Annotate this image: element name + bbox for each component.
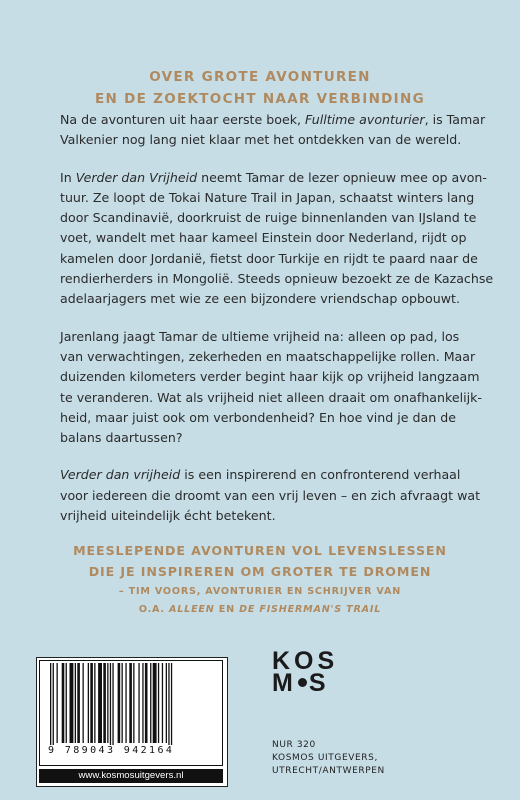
text-run: , is Tamar bbox=[424, 112, 486, 127]
barcode-bar bbox=[107, 663, 108, 743]
barcode-bar bbox=[77, 663, 80, 743]
barcode-bar bbox=[145, 663, 148, 743]
barcode-bar bbox=[66, 663, 67, 743]
blurb-line: voor iedereen die droomt van een vrij leven – en zich afvraagt wat bbox=[60, 487, 481, 503]
barcode-frame bbox=[39, 660, 223, 766]
book-title-italic: Verder dan Vrijheid bbox=[75, 169, 198, 185]
barcode-bar bbox=[133, 663, 134, 743]
barcode-bar bbox=[150, 663, 151, 743]
barcode-bar bbox=[75, 663, 76, 743]
blurb bbox=[60, 110, 494, 543]
blurb-line: adelaarjagers met wie ze een bijzondere vriendschap opbouwt. bbox=[60, 291, 460, 307]
quote-line-2: DIE JE INSPIREREN OM GROTER TE DROMEN bbox=[88, 564, 432, 579]
barcode-bar bbox=[88, 663, 89, 743]
publisher-name: KOSMOS UITGEVERS, bbox=[272, 753, 378, 763]
logo-row-2 bbox=[272, 669, 338, 697]
text-run: O.A. bbox=[138, 604, 170, 615]
blurb-line bbox=[60, 110, 486, 130]
quote-attribution-line-2 bbox=[0, 602, 520, 618]
blurb-line: Jarenlang jaagt Tamar de ultieme vrijheid na: alleen op pad, los bbox=[60, 328, 460, 344]
book-title-italic: Fulltime avonturier bbox=[305, 112, 425, 127]
barcode-icon bbox=[44, 663, 220, 749]
logo-letter: M bbox=[272, 669, 297, 697]
blurb-line: heid, maar juist ook om verbondenheid? En hoe vind je dan de bbox=[60, 409, 456, 425]
logo-letter: S bbox=[308, 669, 330, 697]
logo-dot-icon bbox=[298, 678, 307, 687]
nur-code: NUR 320 bbox=[272, 740, 316, 750]
barcode-bar bbox=[138, 663, 139, 743]
blurb-line: door Scandinavië, doorkruist de ruige binnenlanden van IJsland te bbox=[60, 210, 477, 226]
barcode-bar bbox=[57, 663, 58, 743]
barcode-bar bbox=[171, 663, 172, 749]
barcode-bar bbox=[70, 663, 74, 743]
blurb-line bbox=[60, 168, 487, 188]
barcode-bar bbox=[50, 663, 51, 749]
quote-line-1: MEESLEPENDE AVONTUREN VOL LEVENSLESSEN bbox=[73, 543, 447, 558]
blurb-paragraph-2 bbox=[60, 168, 494, 310]
barcode-bar bbox=[168, 663, 169, 749]
heading-line-1: OVER GROTE AVONTUREN bbox=[149, 69, 371, 85]
blurb-line: rendierherders in Mongolië. Steeds opnieuw bezoekt ze de Kazachse bbox=[60, 271, 494, 287]
book-title-italic: DE FISHERMAN'S TRAIL bbox=[239, 604, 382, 615]
book-title-italic: Verder dan vrijheid bbox=[60, 467, 181, 483]
blurb-line bbox=[60, 465, 472, 485]
barcode-bar bbox=[162, 663, 163, 743]
barcode-bar bbox=[118, 663, 121, 743]
barcode-bar bbox=[112, 663, 113, 749]
barcode-bar bbox=[62, 663, 65, 743]
back-cover-heading bbox=[0, 66, 520, 110]
publisher-city: UTRECHT/ANTWERPEN bbox=[272, 766, 385, 776]
barcode-bar bbox=[83, 663, 84, 743]
text-run: neemt Tamar de lezer opnieuw mee op avon- bbox=[197, 169, 487, 185]
blurb-paragraph-1 bbox=[60, 110, 486, 151]
barcode-bar bbox=[153, 663, 157, 743]
blurb-line: duizenden kilometers verder begint haar kijk op vrijheid langzaam bbox=[60, 369, 480, 385]
blurb-line: vrijheid uiteindelijk écht betekent. bbox=[60, 508, 276, 524]
blurb-line: van verwachtingen, zekerheden en maatschappelijke rollen. Maar bbox=[60, 348, 476, 364]
barcode-bar bbox=[166, 663, 167, 743]
blurb-line: balans daartussen? bbox=[60, 430, 183, 446]
blurb-line: te veranderen. Wat als vrijheid niet alleen draait om onafhankelijk- bbox=[60, 389, 482, 405]
isbn-number: 9 789043 942164 bbox=[48, 745, 175, 756]
barcode-bar bbox=[142, 663, 143, 743]
publisher-url: www.kosmosuitgevers.nl bbox=[39, 769, 223, 783]
blurb-line: Valkenier nog lang niet klaar met het ontdekken van de wereld. bbox=[60, 132, 462, 148]
barcode-bar bbox=[158, 663, 159, 743]
text-run: Na de avonturen uit haar eerste boek, bbox=[60, 112, 305, 127]
text-run: In bbox=[60, 169, 76, 185]
quote-attribution-line-1: – TIM VOORS, AVONTURIER EN SCHRIJVER VAN bbox=[118, 586, 402, 597]
barcode-bar bbox=[53, 663, 54, 749]
barcode-bar bbox=[122, 663, 123, 743]
barcode-bar bbox=[125, 663, 126, 743]
text-run: is een inspirerend en confronterend verhaal bbox=[180, 467, 461, 483]
book-title-italic: ALLEEN bbox=[169, 604, 215, 615]
kosmos-logo bbox=[272, 647, 339, 697]
heading-line-2: EN DE ZOEKTOCHT NAAR VERBINDING bbox=[95, 91, 425, 107]
endorsement-quote bbox=[0, 540, 520, 618]
blurb-line: voet, wandelt met haar kameel Einstein door Nederland, rijdt op bbox=[60, 230, 467, 246]
text-run: EN bbox=[214, 604, 240, 615]
barcode-bar bbox=[129, 663, 132, 743]
blurb-line: kamelen door Jordanië, fietst door Turkije en rijdt te paard naar de bbox=[60, 250, 478, 266]
barcode-bar bbox=[110, 663, 111, 749]
blurb-line: tuur. Ze loopt de Tokai Nature Trail in Japan, schaatst winters lang bbox=[60, 189, 475, 205]
barcode-bar bbox=[90, 663, 93, 743]
isbn-barcode-block bbox=[36, 657, 228, 787]
logo-row-1: KOS bbox=[272, 647, 339, 675]
barcode-bar bbox=[103, 663, 106, 743]
barcode-bar bbox=[98, 663, 102, 743]
blurb-paragraph-3 bbox=[60, 327, 482, 449]
publisher-info bbox=[272, 739, 385, 778]
barcode-bar bbox=[94, 663, 95, 743]
blurb-paragraph-4 bbox=[60, 465, 481, 526]
